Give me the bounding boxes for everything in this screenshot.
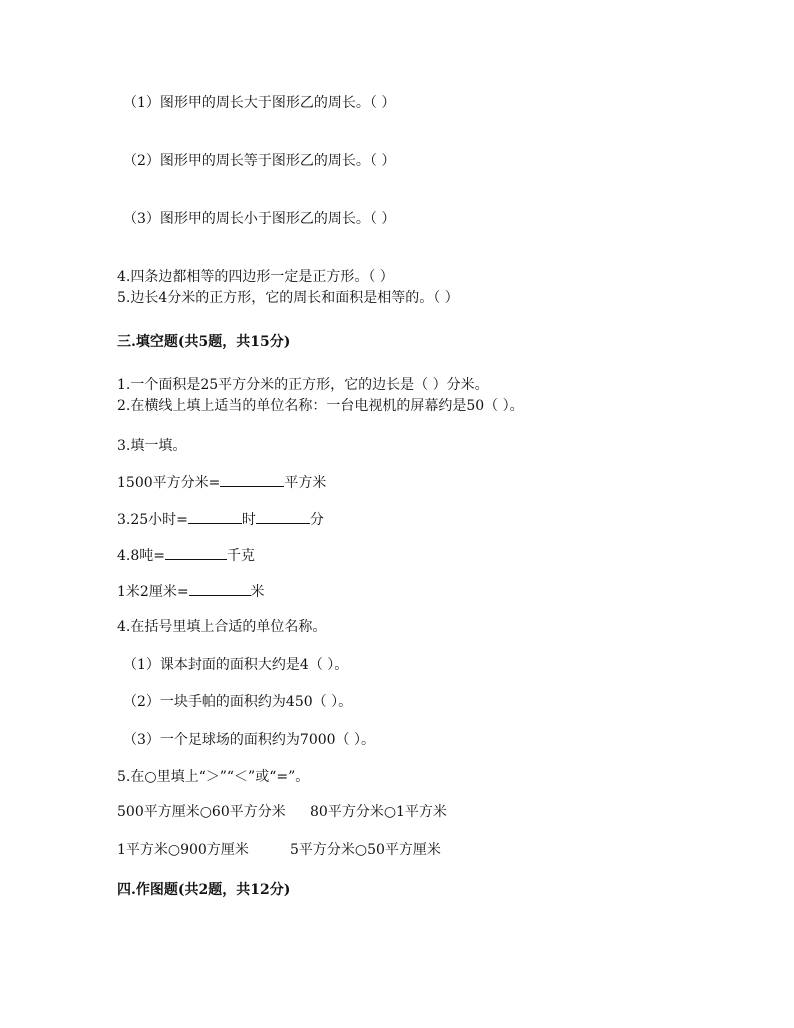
judgement-item-4: 4.四条边都相等的四边形一定是正方形。（ ） bbox=[117, 269, 394, 285]
answer-blank bbox=[220, 472, 284, 487]
fill-item-4-3: （3）一个足球场的面积约为7000（ ）。 bbox=[123, 732, 375, 748]
row-b-unit: 分 bbox=[309, 512, 324, 528]
answer-blank bbox=[256, 509, 310, 524]
row-d-prefix: 1米2厘米= bbox=[117, 584, 189, 600]
section-3-heading: 三.填空题(共5题，共15分) bbox=[117, 334, 291, 350]
compare-row-1-left: 500平方厘米○60平方分米 bbox=[117, 804, 286, 820]
fill-item-3-row-b bbox=[117, 509, 324, 529]
judgement-item-3-2: （2）图形甲的周长等于图形乙的周长。（ ） bbox=[123, 153, 396, 169]
row-c-prefix: 4.8吨= bbox=[117, 548, 165, 564]
row-b-prefix: 3.25小时= bbox=[117, 512, 188, 528]
row-d-unit: 米 bbox=[250, 584, 265, 600]
compare-row-2-right: 5平方分米○50平方厘米 bbox=[290, 842, 441, 858]
compare-row-1-right: 80平方分米○1平方米 bbox=[310, 804, 447, 820]
fill-item-1: 1.一个面积是25平方分米的正方形，它的边长是（ ）分米。 bbox=[117, 377, 489, 393]
fill-item-3-row-a bbox=[117, 472, 326, 492]
row-a-unit: 平方米 bbox=[284, 475, 327, 491]
compare-row-2-left: 1平方米○900方厘米 bbox=[117, 842, 249, 858]
fill-item-4-1: （1）课本封面的面积大约是4（ ）。 bbox=[123, 657, 349, 673]
fill-item-2: 2.在横线上填上适当的单位名称：一台电视机的屏幕约是50（ ）。 bbox=[117, 398, 524, 414]
row-b-mid-unit: 时 bbox=[241, 512, 256, 528]
section-4-heading: 四.作图题(共2题，共12分) bbox=[117, 882, 291, 898]
fill-item-3-row-c bbox=[117, 545, 255, 565]
fill-item-3-title: 3.填一填。 bbox=[117, 438, 187, 454]
fill-item-5-title: 5.在○里填上“＞”“＜”或“=”。 bbox=[117, 769, 310, 785]
fill-item-4-2: （2）一块手帕的面积约为450（ ）。 bbox=[123, 694, 353, 710]
answer-blank bbox=[165, 545, 227, 560]
judgement-item-5: 5.边长4分米的正方形，它的周长和面积是相等的。（ ） bbox=[117, 290, 459, 306]
judgement-item-3-3: （3）图形甲的周长小于图形乙的周长。（ ） bbox=[123, 211, 396, 227]
judgement-item-3-1: （1）图形甲的周长大于图形乙的周长。（ ） bbox=[123, 95, 396, 111]
row-a-prefix: 1500平方分米= bbox=[117, 475, 221, 491]
answer-blank bbox=[189, 581, 251, 596]
row-c-unit: 千克 bbox=[227, 548, 255, 564]
fill-item-3-row-d bbox=[117, 581, 265, 601]
fill-item-4-title: 4.在括号里填上合适的单位名称。 bbox=[117, 619, 327, 635]
answer-blank bbox=[188, 509, 242, 524]
